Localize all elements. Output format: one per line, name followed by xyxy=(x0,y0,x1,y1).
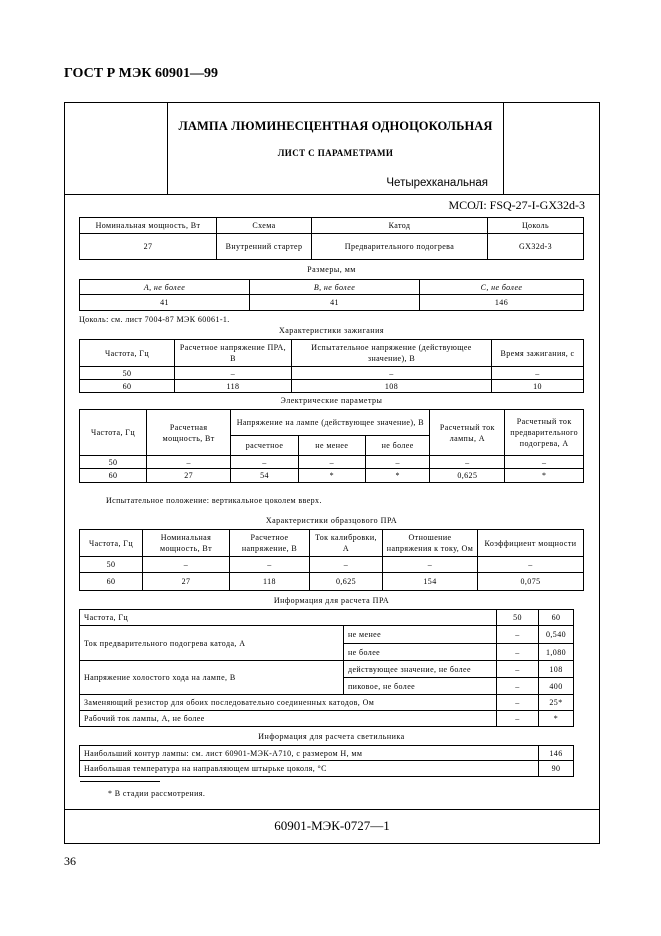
header-cell: не менее xyxy=(298,436,365,456)
header-cell: C, не более xyxy=(420,280,584,295)
table-cell: 0,540 xyxy=(539,626,574,644)
table-cell: * xyxy=(298,469,365,483)
power-cell: 27 xyxy=(80,234,217,260)
page-number: 36 xyxy=(64,854,76,868)
lamp-type-table xyxy=(79,217,584,260)
table-cell: 0,625 xyxy=(310,573,383,591)
table-cell: – xyxy=(146,456,230,469)
table-cell: – xyxy=(492,367,584,380)
table-cell: 400 xyxy=(539,678,574,695)
table-cell: 154 xyxy=(383,573,478,591)
sheet-code: 60901-МЭК-0727—1 xyxy=(274,818,390,833)
contour-label: Наибольший контур лампы: см. лист 60901-МЭК-А710, с размером H, мм xyxy=(80,746,539,761)
dims-title: Размеры, мм xyxy=(307,265,356,274)
ballast-info-table xyxy=(79,609,574,727)
table-cell: 60 xyxy=(80,469,147,483)
table-cell: – xyxy=(497,644,539,661)
table-cell: * xyxy=(365,469,429,483)
table-cell: – xyxy=(175,367,292,380)
header-cell: Частота, Гц xyxy=(80,530,143,557)
ignition-title: Характеристики зажигания xyxy=(278,326,385,335)
header-cell: Расчетное напряжение, В xyxy=(230,530,310,557)
reference-ballast-table xyxy=(79,529,584,591)
table-cell: 108 xyxy=(539,661,574,678)
table-cell: – xyxy=(497,678,539,695)
header-divider xyxy=(64,194,600,195)
table-cell: 54 xyxy=(231,469,298,483)
table-cell: 60 xyxy=(539,610,574,626)
header-left-cell xyxy=(64,102,168,194)
header-cell: Катод xyxy=(312,218,488,234)
electrical-title: Электрические параметры xyxy=(280,396,383,405)
reference-ballast-title: Характеристики образцового ПРА xyxy=(265,516,398,525)
header-cell: Расчетный ток лампы, А xyxy=(430,410,505,456)
cathode-cell: Предварительного подогрева xyxy=(312,234,488,260)
header-cell: B, не более xyxy=(250,280,420,295)
table-cell: 27 xyxy=(143,573,230,591)
luminaire-info-title: Информация для расчета светильника xyxy=(258,732,405,741)
header-cell: Напряжение на лампе (действующее значение), В xyxy=(231,410,430,436)
table-cell: 25* xyxy=(539,695,574,711)
header-cell: A, не более xyxy=(80,280,250,295)
table-cell: – xyxy=(430,456,505,469)
table-cell: – xyxy=(365,456,429,469)
table-cell: 108 xyxy=(292,380,492,393)
resistor-label: Заменяющий резистор для обоих последовательно соединенных катодов, Ом xyxy=(80,695,497,711)
sheet-title: ЛАМПА ЛЮМИНЕСЦЕНТНАЯ ОДНОЦОКОЛЬНАЯ xyxy=(178,119,493,133)
header-cell: Расчетное напряжение ПРА, В xyxy=(175,340,292,367)
base-cell: GX32d-3 xyxy=(488,234,584,260)
header-cell: Расчетный ток предварительного подогрева, А xyxy=(505,410,584,456)
ignition-table xyxy=(79,339,584,393)
open-circuit-label: Напряжение холостого хода на лампе, В xyxy=(80,661,344,695)
temperature-label: Наибольшая температура на направляющем штырьке цоколя, °С xyxy=(80,761,539,777)
header-cell: Ток калибровки, А xyxy=(310,530,383,557)
table-cell: не более xyxy=(344,644,497,661)
working-current-label: Рабочий ток лампы, А, не более xyxy=(80,711,497,727)
document-code: ГОСТ Р МЭК 60901—99 xyxy=(64,66,218,81)
footnote: * В стадии рассмотрения. xyxy=(108,789,206,798)
table-cell: 27 xyxy=(146,469,230,483)
header-cell: Расчетная мощность, Вт xyxy=(146,410,230,456)
test-position-note: Испытательное положение: вертикальное цоколем вверх. xyxy=(106,496,322,505)
table-cell: действующее значение, не более xyxy=(344,661,497,678)
header-cell: Отношение напряжения к току, Ом xyxy=(383,530,478,557)
table-cell: 146 xyxy=(539,746,574,761)
header-cell: не более xyxy=(365,436,429,456)
table-cell: не менее xyxy=(344,626,497,644)
table-cell: – xyxy=(497,711,539,727)
header-cell: Номинальная мощность, Вт xyxy=(143,530,230,557)
dim-a-cell: 41 xyxy=(80,295,250,311)
table-cell: – xyxy=(298,456,365,469)
header-cell: Частота, Гц xyxy=(80,410,147,456)
table-cell: 118 xyxy=(175,380,292,393)
sheet-subtitle: ЛИСТ С ПАРАМЕТРАМИ xyxy=(277,148,394,158)
table-cell: * xyxy=(539,711,574,727)
header-cell: Испытательное напряжение (действующее значение), В xyxy=(292,340,492,367)
footer-divider xyxy=(64,809,600,810)
table-cell: 118 xyxy=(230,573,310,591)
electrical-table xyxy=(79,409,584,483)
table-cell: – xyxy=(310,557,383,573)
table-cell: – xyxy=(505,456,584,469)
table-cell: – xyxy=(497,695,539,711)
table-cell: * xyxy=(505,469,584,483)
table-cell: – xyxy=(230,557,310,573)
dim-c-cell: 146 xyxy=(420,295,584,311)
table-cell: – xyxy=(231,456,298,469)
table-cell: – xyxy=(292,367,492,380)
table-cell: – xyxy=(497,626,539,644)
dimensions-table xyxy=(79,279,584,311)
table-cell: 50 xyxy=(80,367,175,380)
table-cell: 0,625 xyxy=(430,469,505,483)
table-cell: – xyxy=(478,557,584,573)
table-cell: 10 xyxy=(492,380,584,393)
lamp-variant: Четырехканальная xyxy=(386,177,488,189)
header-cell: Цоколь xyxy=(488,218,584,234)
table-cell: 90 xyxy=(539,761,574,777)
freq-label: Частота, Гц xyxy=(80,610,497,626)
base-note: Цоколь: см. лист 7004-87 МЭК 60061-1. xyxy=(79,315,230,324)
table-cell: – xyxy=(497,661,539,678)
header-cell: Схема xyxy=(217,218,312,234)
header-cell: Частота, Гц xyxy=(80,340,175,367)
luminaire-info-table xyxy=(79,745,574,777)
header-cell: Время зажигания, с xyxy=(492,340,584,367)
table-cell: 0,075 xyxy=(478,573,584,591)
header-cell: расчетное xyxy=(231,436,298,456)
msol-designation: МСОЛ: FSQ-27-I-GX32d-3 xyxy=(448,198,585,212)
table-cell: – xyxy=(143,557,230,573)
table-cell: 50 xyxy=(80,456,147,469)
table-cell: 1,080 xyxy=(539,644,574,661)
footnote-rule xyxy=(80,781,160,782)
dim-b-cell: 41 xyxy=(250,295,420,311)
table-cell: 50 xyxy=(80,557,143,573)
table-cell: 60 xyxy=(80,573,143,591)
preheat-label: Ток предварительного подогрева катода, А xyxy=(80,626,344,661)
table-cell: пиковое, не более xyxy=(344,678,497,695)
header-cell: Номинальная мощность, Вт xyxy=(80,218,217,234)
table-cell: 60 xyxy=(80,380,175,393)
header-right-cell xyxy=(503,102,600,194)
ballast-info-title: Информация для расчета ПРА xyxy=(273,596,390,605)
table-cell: – xyxy=(383,557,478,573)
scheme-cell: Внутренний стартер xyxy=(217,234,312,260)
table-cell: 50 xyxy=(497,610,539,626)
header-cell: Коэффициент мощности xyxy=(478,530,584,557)
